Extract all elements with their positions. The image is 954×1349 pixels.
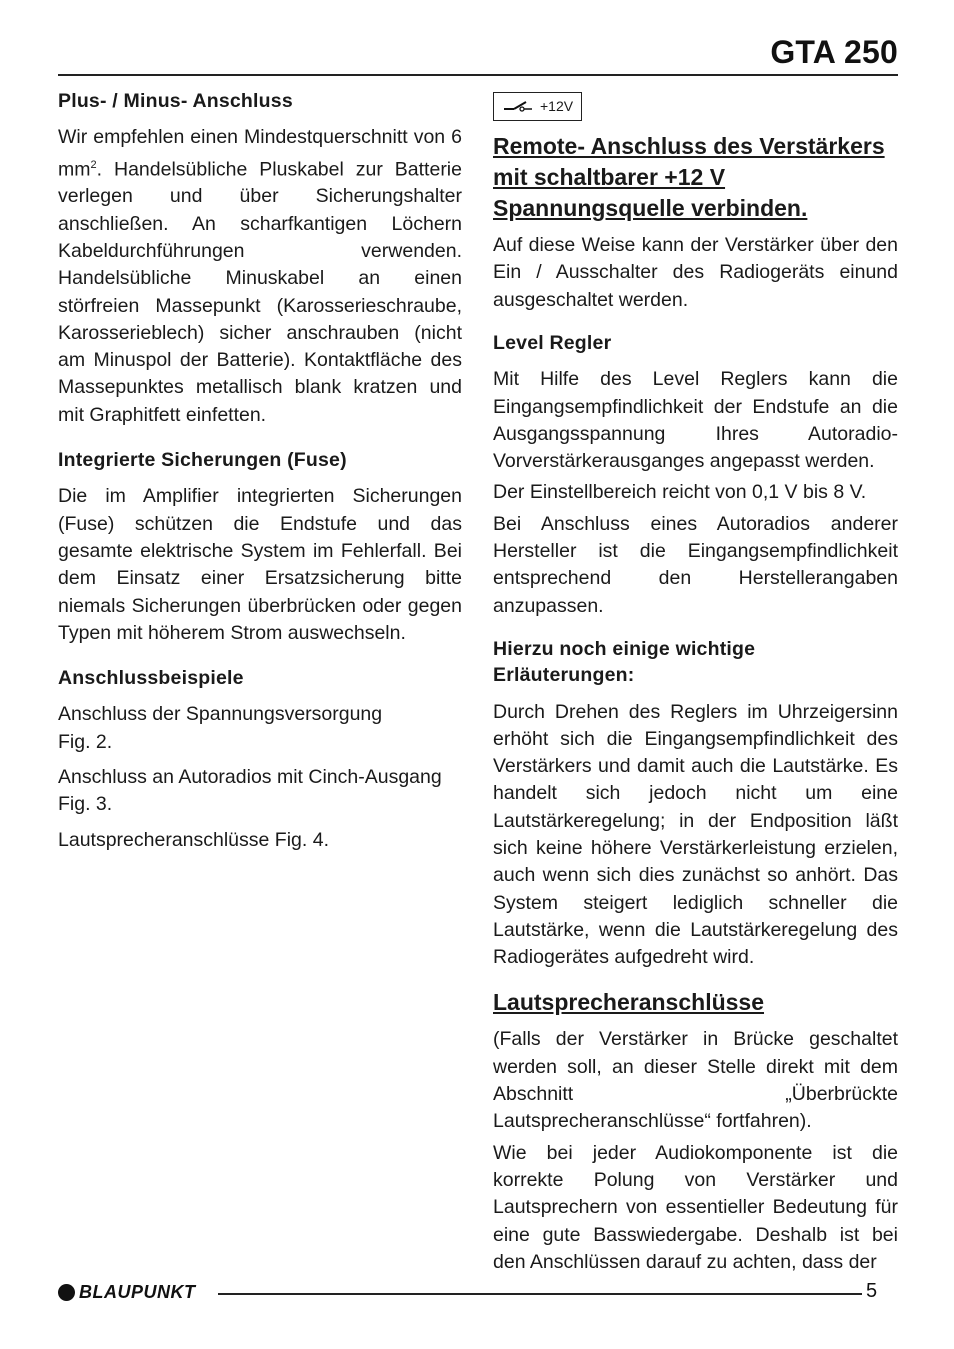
brand-name: BLAUPUNKT	[79, 1282, 196, 1302]
remote-heading: Remote- Anschluss des Verstärkers mit schaltbarer +12 V Spannungsquelle verbinden.	[493, 133, 885, 221]
header-rule	[58, 74, 898, 76]
switch-icon	[502, 99, 536, 113]
example-cinch: Anschluss an Autoradios mit Cinch-Ausgang Fig. 3.	[58, 766, 442, 816]
paragraph-level: Mit Hilfe des Level Reglers kann die Eingangsempfindlichkeit der Endstufe an die Ausgangsspannung Ihres Autoradio- Vorverstärkerausganges angepasst werden.	[493, 368, 898, 473]
model-title: GTA 250	[770, 34, 898, 70]
section-heading-fuse: Integrierte Sicherungen (Fuse)	[58, 449, 347, 472]
right-column	[493, 88, 898, 1288]
brand-logo	[58, 1282, 196, 1303]
paragraph-notes: Durch Drehen des Reglers im Uhrzeigersinn erhöht sich die Eingangsempfindlichkeit des Verstärkers und damit auch die Lautstärke. Es handelt sich jedoch nicht um eine Lautstärkeregelung; in der Endposition läßt sich keine höhere Verstärkerleistung erzielen, auch wenn sich dies zunächst so anhört. Das System steigert lediglich schneller die Lautstärke, wenn die Lautstärkeregelung des Radiogerätes aufgedreht wird.	[493, 700, 898, 969]
speaker-heading: Lautsprecheranschlüsse	[493, 989, 765, 1016]
remote-switch-label: +12V	[493, 92, 582, 121]
logo-dot-icon	[58, 1284, 75, 1301]
example-speakers: Lautsprecheranschlüsse Fig. 4.	[58, 828, 329, 851]
section-heading-plus-minus: Plus- / Minus- Anschluss	[58, 90, 293, 112]
section-heading-level: Level Regler	[493, 331, 612, 354]
paragraph-level-range: Der Einstellbereich reicht von 0,1 V bis 8 V.	[493, 481, 867, 504]
paragraph-speaker-bridge: (Falls der Verstärker in Brücke geschaltet werden soll, an dieser Stelle direkt mit dem Abschnitt „Überbrückte Lautsprecheranschlüsse“ fortfahren).	[493, 1028, 898, 1133]
paragraph-level-other: Bei Anschluss eines Autoradios anderer Hersteller ist die Eingangsempfindlichkeit entsprechend den Herstellerangaben anzupassen.	[493, 512, 898, 617]
left-column	[58, 88, 462, 862]
paragraph-speaker-polarity: Wie bei jeder Audiokomponente ist die korrekte Polung von Verstärker und Lautsprechern von essentieller Bedeutung für eine gute Basswiedergabe. Deshalb ist bei den Anschlüssen darauf zu achten, dass der	[493, 1141, 898, 1273]
paragraph-remote: Auf diese Weise kann der Verstärker über den Ein / Ausschalter des Radiogeräts einund ausgeschaltet werden.	[493, 234, 898, 311]
page-number: 5	[866, 1280, 878, 1302]
paragraph-fuse: Die im Amplifier integrierten Sicherungen (Fuse) schützen die Endstufe und das gesamte elektrische System im Fehlerfall. Bei dem Einsatz einer Ersatzsicherung bitte niemals Sicherungen überbrücken oder gegen Typen mit höherem Strom auswechseln.	[58, 485, 462, 644]
section-heading-examples: Anschlussbeispiele	[58, 667, 244, 690]
example-power-supply: Anschluss der Spannungsversorgung Fig. 2.	[58, 703, 383, 753]
section-heading-notes: Hierzu noch einige wichtige Erläuterungen:	[493, 637, 756, 687]
paragraph-plus-minus: Wir empfehlen einen Mindestquerschnitt von 6 $mm^2$. Handelsübliche Pluskabel zur Batterie verlegen und über Sicherungshalter anschließen. An scharfkantigen Löchern Kabeldurchführungen verwenden. Handelsübliche Minuskabel an einen störfreien Massepunkt (Karosserieschraube, Karosserieblech) sicher anschrauben (nicht am Minuspol der Batterie). Kontaktfläche des Massepunktes metallisch blank kratzen und mit Graphitfett einfetten.	[58, 126, 462, 426]
footer-rule	[218, 1293, 862, 1295]
